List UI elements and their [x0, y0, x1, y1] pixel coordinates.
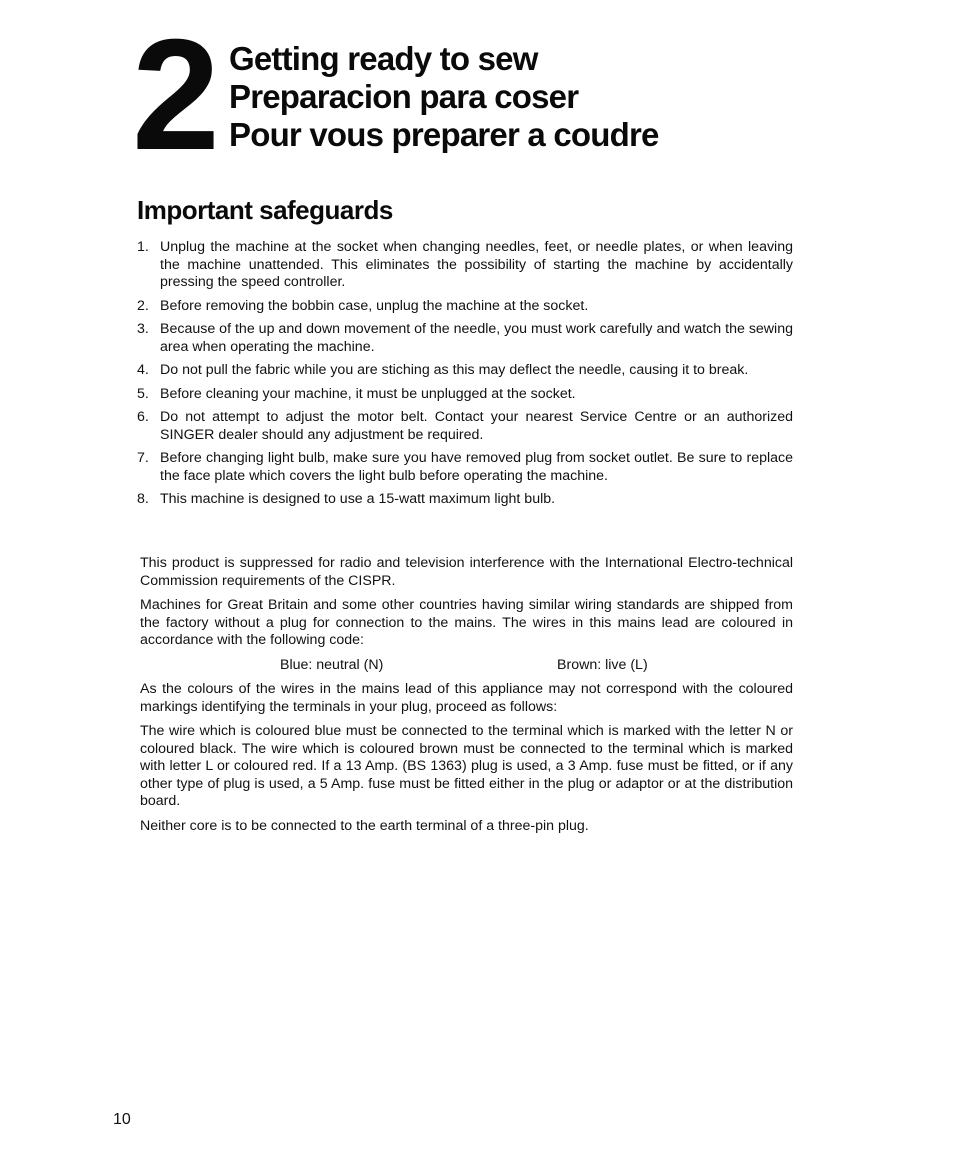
list-item-text: Unplug the machine at the socket when changing needles, feet, or needle plates, or when leaving the machine unattended. This eliminates the possibility of starting the machine by accidentally pressing the speed controller.	[160, 239, 793, 290]
paragraph-wire-connection: The wire which is coloured blue must be connected to the terminal which is marked with the letter N or coloured black. The wire which is coloured brown must be connected to the terminal which is marked with letter L or coloured red. If a 13 Amp. (BS 1363) plug is used, a 3 Amp. fuse must be fitted, or if any other type of plug is used, a 5 Amp. fuse must be fitted either in the plug or adaptor or at the distribution board.	[140, 723, 793, 809]
safeguards-list	[137, 239, 793, 515]
list-item	[137, 321, 793, 356]
list-item	[137, 239, 793, 292]
paragraph-colour-mismatch: As the colours of the wires in the mains lead of this appliance may not correspond with the coloured markings identifying the terminals in your plug, proceed as follows:	[140, 681, 793, 715]
paragraph-wiring-standards: Machines for Great Britain and some other countries having similar wiring standards are shipped from the factory without a plug for connection to the mains. The wires in this mains lead are coloured in accordance with the following code:	[140, 597, 793, 648]
list-item	[137, 386, 793, 404]
list-item-number: 3.	[137, 321, 149, 337]
list-item	[137, 298, 793, 316]
list-item	[137, 362, 793, 380]
chapter-titles	[229, 40, 659, 154]
list-item-number: 6.	[137, 409, 149, 425]
list-item-number: 2.	[137, 297, 149, 314]
paragraph-earth-terminal: Neither core is to be connected to the earth terminal of a three-pin plug.	[140, 817, 589, 834]
list-item-text: Before removing the bobbin case, unplug the machine at the socket.	[160, 297, 589, 314]
list-item-text: Because of the up and down movement of the needle, you must work carefully and watch the sewing area when operating the machine.	[160, 321, 793, 355]
list-item-text: This machine is designed to use a 15-watt maximum light bulb.	[160, 491, 556, 507]
wire-code-brown: Brown: live (L)	[557, 656, 648, 673]
list-item	[137, 491, 793, 509]
section-heading: Important safeguards	[137, 195, 393, 225]
list-item-number: 1.	[137, 239, 149, 255]
body-text	[140, 555, 793, 842]
list-item	[137, 450, 793, 485]
list-item-number: 8.	[137, 491, 149, 507]
paragraph-interference: This product is suppressed for radio and television interference with the International Electro-technical Commission requirements of the CISPR.	[140, 555, 793, 589]
list-item-number: 4.	[137, 362, 149, 378]
list-item-text: Before changing light bulb, make sure you have removed plug from socket outlet. Be sure to replace the face plate which covers the light bulb before operating the machine.	[160, 450, 793, 484]
list-item-text: Do not attempt to adjust the motor belt. Contact your nearest Service Centre or an authorized SINGER dealer should any adjustment be required.	[160, 409, 793, 443]
chapter-title-spanish: Preparacion para coser	[229, 78, 579, 115]
list-item-number: 5.	[137, 385, 149, 402]
list-item-number: 7.	[137, 450, 149, 466]
list-item-text: Before cleaning your machine, it must be unplugged at the socket.	[160, 385, 576, 402]
chapter-title-french: Pour vous preparer a coudre	[229, 116, 659, 153]
chapter-number: 2	[132, 7, 216, 183]
chapter-title-english: Getting ready to sew	[229, 40, 538, 77]
list-item-text: Do not pull the fabric while you are stiching as this may deflect the needle, causing it to break.	[160, 362, 749, 378]
wire-color-codes	[140, 657, 793, 675]
list-item	[137, 409, 793, 444]
wire-code-blue: Blue: neutral (N)	[280, 656, 384, 673]
page-number: 10	[113, 1111, 131, 1128]
